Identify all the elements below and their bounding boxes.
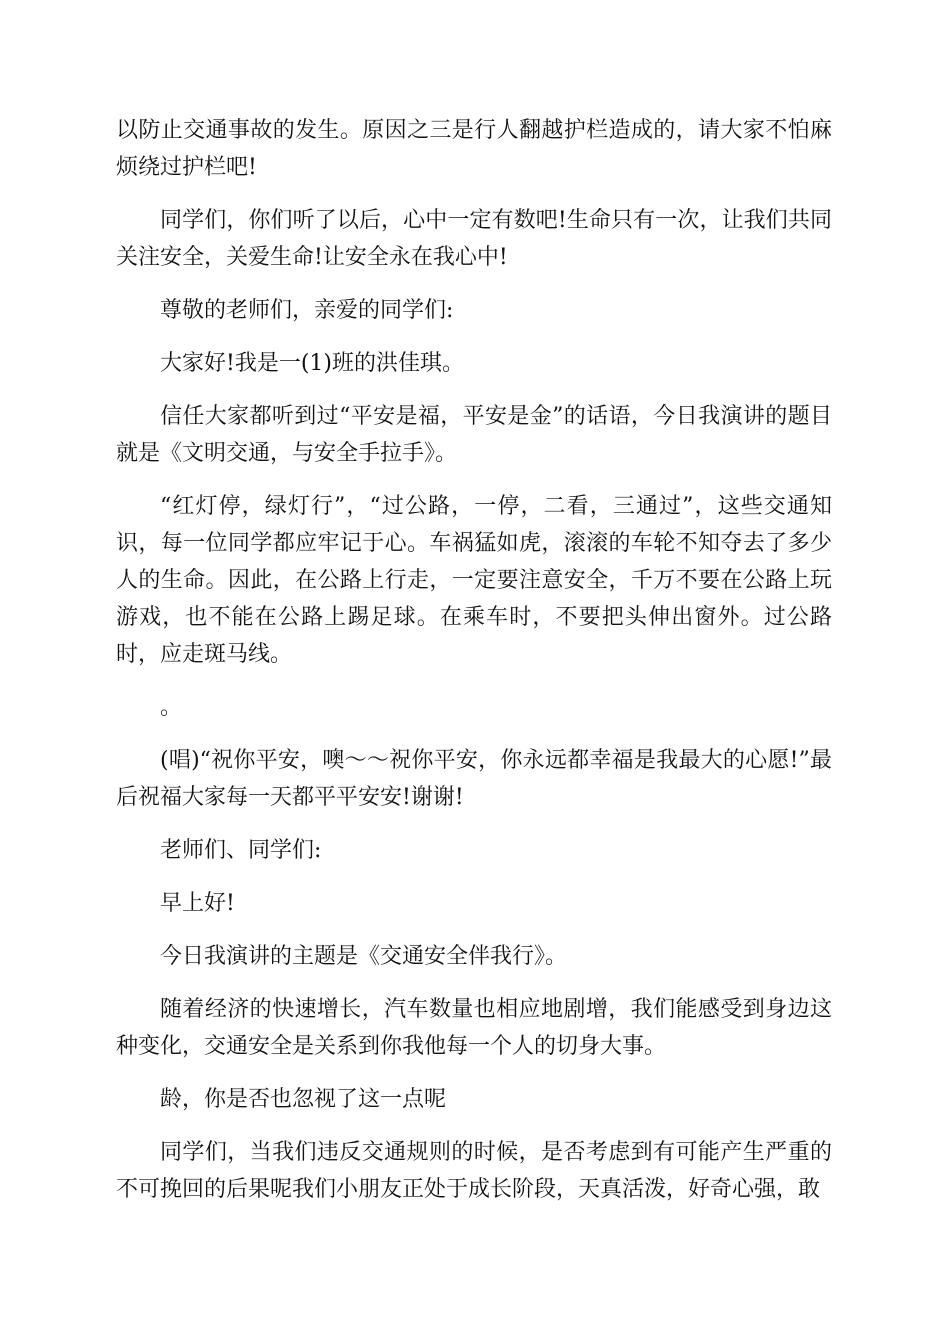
- paragraph-continuation: 以防止交通事故的发生。原因之三是行人翻越护栏造成的，请大家不怕麻烦绕过护栏吧!: [116, 118, 832, 180]
- document-body: [116, 112, 832, 1224]
- paragraph-greeting: 尊敬的老师们，亲爱的同学们:: [160, 298, 454, 323]
- paragraph: 同学们，当我们违反交通规则的时候，是否考虑到有可能产生严重的不可挽回的后果呢我们小朋友正处于成长阶段，天真活泼，好奇心强，敢: [116, 1140, 832, 1202]
- paragraph: “红灯停，绿灯行”，“过公路，一停，二看，三通过”，这些交通知识，每一位同学都应牢记于心。车祸猛如虎，滚滚的车轮不知夺去了多少人的生命。因此，在公路上行走，一定要注意安全，千万不要在公路上玩游戏，也不能在公路上踢足球。在乘车时，不要把头伸出窗外。过公路时，应走斑马线。: [116, 494, 832, 667]
- paragraph-greeting: 老师们、同学们:: [160, 838, 322, 863]
- paragraph: 龄，你是否也忽视了这一点呢: [160, 1087, 447, 1112]
- paragraph: 今日我演讲的主题是《交通安全伴我行》。: [160, 944, 568, 969]
- paragraph: 随着经济的快速增长，汽车数量也相应地剧增，我们能感受到身边这种变化，交通安全是关系到你我他每一个人的切身大事。: [116, 997, 832, 1059]
- paragraph: (唱)“祝你平安，噢～～祝你平安，你永远都幸福是我最大的心愿!”最后祝福大家每一天都平平安安!谢谢!: [116, 748, 832, 810]
- paragraph: 早上好!: [160, 891, 235, 916]
- paragraph: 。: [160, 695, 183, 720]
- paragraph: 同学们，你们听了以后，心中一定有数吧!生命只有一次，让我们共同关注安全，关爱生命!让安全永在我心中!: [116, 208, 832, 270]
- paragraph: 信任大家都听到过“平安是福，平安是金”的话语，今日我演讲的题目就是《文明交通，与安全手拉手》。: [116, 404, 832, 466]
- paragraph: 大家好!我是一(1)班的洪佳琪。: [160, 351, 465, 376]
